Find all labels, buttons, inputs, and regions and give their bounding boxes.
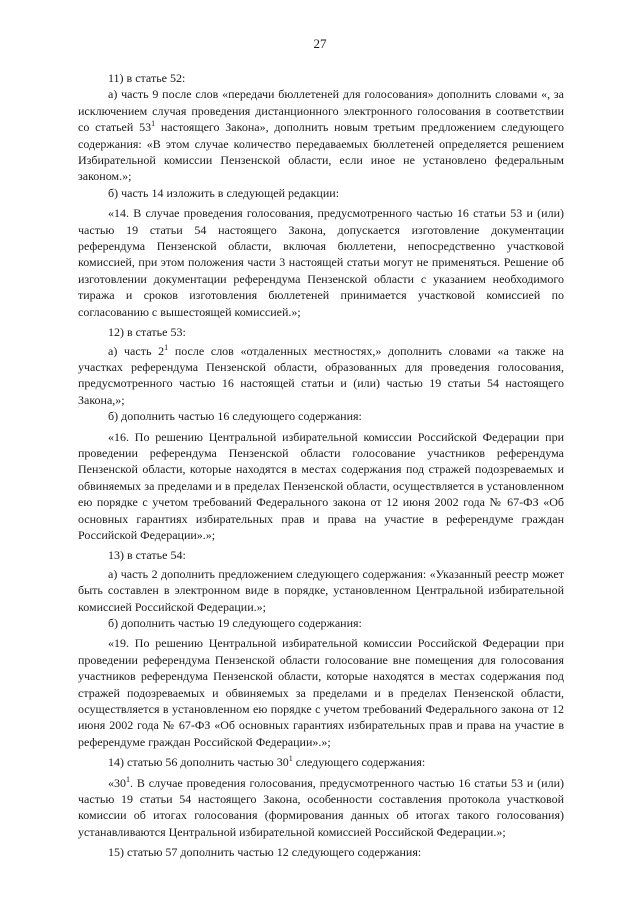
paragraph-part-30-1: «$30^1$. В случае проведения голосования, предусмотренного частью 16 статьи 53 и (или) частью 19 статьи 54 настоящего Закона, особенности составления протокола участковой комиссии об итогах голосования (формирования данных об итогах такого голосования) устанавливаются Центральной избирательной комиссией Российской Федерации.»; [78,774,564,839]
paragraph-12a: а) часть $2^1$ после слов «отдаленных местностях,» дополнить словами «а также на участках референдума Пензенской области, образованных для проведения голосования, предусмотренного частью 16 настоящей статьи и (или) частью 19 статьи 54 настоящего Закона,»; [78,342,564,407]
paragraph-11: 11) в статье 52: [108,71,186,85]
paragraph-part-16: «16. По решению Центральной избирательной комиссии Российской Федерации при проведении референдума Пензенской области голосование участников референдума Пензенской области, которые находятся в местах содержания под стражей подозреваемых и обвиняемых за пределами и в пределах Пензенской области, осуществляется в установленном ею порядке с учетом требований Федерального закона от 12 июня 2002 года № 67-ФЗ «Об основных гарантиях избирательных прав и права на участие в референдуме граждан Российской Федерации».»; [78,429,564,542]
paragraph-part-14: «14. В случае проведения голосования, предусмотренного частью 16 статьи 53 и (или) частью 19 статьи 54 настоящего Закона, допускается изготовление документации референдума Пензенской области, включая бюллетени, непосредственно участковой комиссией, при этом положения части 3 настоящей статьи могут не применяться. Решение об изготовлении документации референдума Пензенской области с указанием необходимого тиража и сроков изготовления бюллетеней принимается участковой комиссией по согласованию с вышестоящей комиссией.»; [78,206,564,319]
paragraph-12: 12) в статье 53: [108,325,186,340]
paragraph-part-19: «19. По решению Центральной избирательной комиссии Российской Федерации при проведении референдума Пензенской области голосование вне помещения для голосования участников референдума Пензенской области, которые находятся в местах содержания под стражей подозреваемых и обвиняемых за пределами и в пределах Пензенской области, осуществляется в установленном ею порядке с учетом требований Федерального закона от 12 июня 2002 года № 67-ФЗ «Об основных гарантиях избирательных прав и права на участие в референдуме граждан Российской Федерации».»; [78,636,564,749]
paragraph-15: 15) статью 57 дополнить частью 12 следующего содержания: [108,845,422,860]
paragraph-12b: б) дополнить частью 16 следующего содержания: [108,409,362,424]
paragraph-13a: а) часть 2 дополнить предложением следующего содержания: «Указанный реестр может быть составлен в электронном виде в порядке, установленном Центральной избирательной комиссией Российской Федерации.»; [78,566,564,614]
paragraph-11a: а) часть 9 после слов «передачи бюллетеней для голосования» дополнить словами «, за исключением случая проведения дистанционного электронного голосования в соответствии со статьей $53^1$ настоящего Закона», дополнить новым третьим предложением следующего содержания: «В этом случае количество передаваемых бюллетеней определяется решением Избирательной комиссии Пензенской области, если иное не установлено федеральным законом.»; [78,87,564,184]
paragraph-14: 14) статью 56 дополнить частью $30^1$ следующего содержания: [108,754,426,770]
page-number: 27 [313,36,327,51]
paragraph-11b: б) часть 14 изложить в следующей редакции: [108,185,340,200]
paragraph-13: 13) в статье 54: [108,548,186,563]
document-body [78,70,564,861]
paragraph-13b: б) дополнить частью 19 следующего содержания: [108,616,362,630]
